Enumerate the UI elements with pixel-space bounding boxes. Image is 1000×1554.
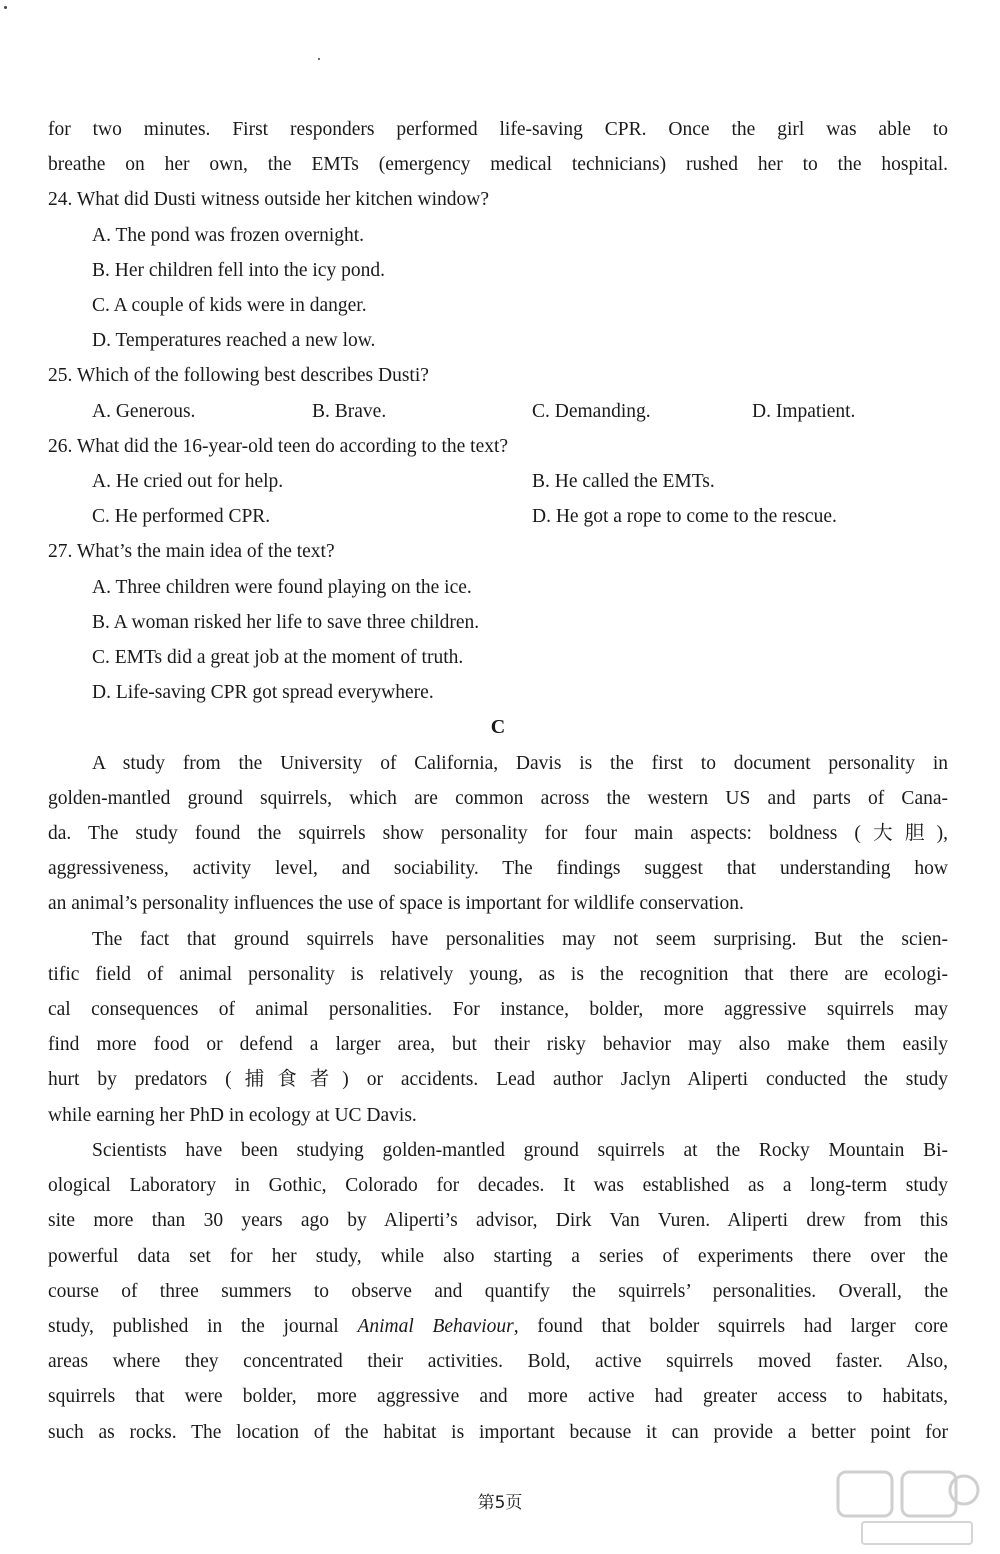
passage-line: an animal’s personality influences the use of space is important for wildlife conservation. <box>48 893 744 915</box>
watermark-logo <box>832 1462 982 1548</box>
journal-title: Animal Behaviour <box>357 1315 514 1337</box>
question-27-stem: 27. What’s the main idea of the text? <box>48 541 335 563</box>
passage-line: da. The study found the squirrels show personality for four main aspects: boldness (大胆), <box>48 823 948 845</box>
q25-option-c: C. Demanding. <box>532 400 651 422</box>
passage-line: golden-mantled ground squirrels, which are common across the western US and parts of Cana- <box>48 787 948 809</box>
question-26-stem: 26. What did the 16-year-old teen do according to the text? <box>48 435 509 457</box>
passage-line: areas where they concentrated their activities. Bold, active squirrels moved faster. Also, <box>48 1351 948 1373</box>
passage-line: for two minutes. First responders performed life-saving CPR. Once the girl was able to <box>48 119 948 140</box>
scan-speck <box>4 6 7 9</box>
q27-option-d: D. Life-saving CPR got spread everywhere. <box>92 682 434 704</box>
q24-option-c: C. A couple of kids were in danger. <box>92 295 367 317</box>
q26-options-row2 <box>48 499 948 534</box>
q25-option-b: B. Brave. <box>312 400 387 422</box>
q26-option-d: D. He got a rope to come to the rescue. <box>532 506 837 528</box>
passage-line: A study from the University of California, Davis is the first to document personality in <box>92 752 948 774</box>
q27-option-a: A. Three children were found playing on the ice. <box>92 576 472 598</box>
passage-line: powerful data set for her study, while also starting a series of experiments there over the <box>48 1245 948 1267</box>
passage-line: course of three summers to observe and quantify the squirrels’ personalities. Overall, the <box>48 1280 948 1302</box>
passage-line: cal consequences of animal personalities. For instance, bolder, more aggressive squirrels may <box>48 999 948 1021</box>
q26-options-row1 <box>48 464 948 499</box>
passage-line: aggressiveness, activity level, and sociability. The findings suggest that understanding how <box>48 858 948 880</box>
q26-option-b: B. He called the EMTs. <box>532 471 715 493</box>
q26-option-c: C. He performed CPR. <box>92 506 271 528</box>
passage-line: The fact that ground squirrels have personalities may not seem surprising. But the scien- <box>92 928 948 950</box>
q27-option-b: B. A woman risked her life to save three children. <box>92 611 480 633</box>
passage-line: while earning her PhD in ecology at UC Davis. <box>48 1104 417 1126</box>
question-24-stem: 24. What did Dusti witness outside her kitchen window? <box>48 189 490 211</box>
passage-line: hurt by predators (捕食者) or accidents. Lead author Jaclyn Aliperti conducted the study <box>48 1069 948 1091</box>
q24-option-a: A. The pond was frozen overnight. <box>92 224 365 246</box>
passage-line: Scientists have been studying golden-mantled ground squirrels at the Rocky Mountain Bi- <box>92 1139 948 1161</box>
journal-pre: study, published in the journal <box>48 1315 358 1337</box>
question-25-stem: 25. Which of the following best describes Dusti? <box>48 365 429 387</box>
q25-option-a: A. Generous. <box>92 400 196 422</box>
exam-page <box>48 112 948 1450</box>
section-c-heading: C <box>490 716 506 739</box>
journal-post: , found that bolder squirrels had larger core <box>513 1315 949 1337</box>
passage-line: find more food or defend a larger area, but their risky behavior may also make them easily <box>48 1034 948 1056</box>
q24-option-b: B. Her children fell into the icy pond. <box>92 259 385 281</box>
page-number: 第5页 <box>477 1493 523 1513</box>
q25-option-d: D. Impatient. <box>752 400 856 422</box>
passage-line: ological Laboratory in Gothic, Colorado for decades. It was established as a long-term study <box>48 1175 948 1197</box>
passage-line: site more than 30 years ago by Aliperti’s advisor, Dirk Van Vuren. Aliperti drew from this <box>48 1210 948 1232</box>
passage-line: squirrels that were bolder, more aggressive and more active had greater access to habitats, <box>48 1386 948 1408</box>
passage-line: breathe on her own, the EMTs (emergency medical technicians) rushed her to the hospital. <box>48 154 948 176</box>
q25-options <box>48 394 948 429</box>
scan-speck <box>318 58 320 60</box>
passage-line-with-journal <box>48 1309 948 1344</box>
q26-option-a: A. He cried out for help. <box>92 471 284 493</box>
passage-line: such as rocks. The location of the habitat is important because it can provide a better point for <box>48 1421 948 1443</box>
q24-option-d: D. Temperatures reached a new low. <box>92 330 376 352</box>
passage-line: tific field of animal personality is relatively young, as is the recognition that there are ecologi- <box>48 963 948 985</box>
q27-option-c: C. EMTs did a great job at the moment of truth. <box>92 647 464 669</box>
